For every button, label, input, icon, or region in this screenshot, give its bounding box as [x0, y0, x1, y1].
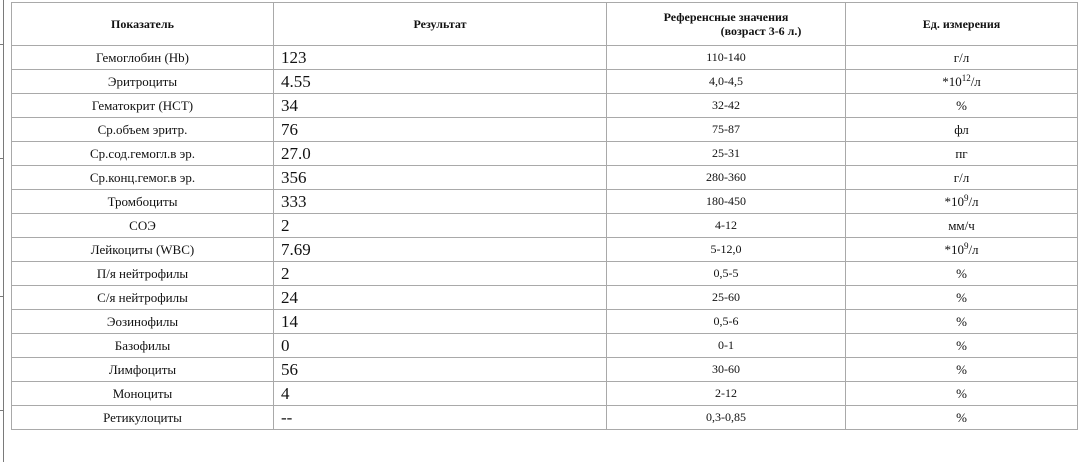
table-row: [12, 94, 1078, 118]
reference-range-cell: 0-1: [607, 334, 846, 358]
table-row: [12, 70, 1078, 94]
margin-tick: [0, 410, 4, 411]
result-value-cell: 4.55: [274, 70, 607, 94]
table-row: [12, 310, 1078, 334]
unit-cell: [846, 94, 1078, 118]
result-value-cell: --: [274, 406, 607, 430]
unit-base: %: [956, 97, 967, 113]
unit-cell: [846, 286, 1078, 310]
margin-tick: [0, 158, 4, 159]
unit-base: %: [956, 337, 967, 353]
margin-tick: [0, 296, 4, 297]
reference-range-cell: 5-12,0: [607, 238, 846, 262]
reference-range-cell: 110-140: [607, 46, 846, 70]
result-value-cell: 356: [274, 166, 607, 190]
header-result: Результат: [274, 3, 607, 46]
table-row: [12, 166, 1078, 190]
reference-range-cell: 0,3-0,85: [607, 406, 846, 430]
table-row: [12, 142, 1078, 166]
unit-cell: [846, 118, 1078, 142]
result-value-cell: 27.0: [274, 142, 607, 166]
parameter-name-cell: Ср.сод.гемогл.в эр.: [12, 142, 274, 166]
header-reference: [607, 3, 846, 46]
unit-cell: [846, 334, 1078, 358]
unit-base: *10: [942, 73, 962, 89]
unit-base: пг: [955, 145, 968, 161]
reference-range-cell: 32-42: [607, 94, 846, 118]
unit-cell: [846, 166, 1078, 190]
reference-range-cell: 30-60: [607, 358, 846, 382]
unit-base: %: [956, 265, 967, 281]
unit-cell: [846, 262, 1078, 286]
unit-base: %: [956, 289, 967, 305]
unit-base: г/л: [953, 49, 970, 65]
table-row: [12, 406, 1078, 430]
result-value-cell: 14: [274, 310, 607, 334]
table-body: [12, 46, 1078, 430]
table-row: [12, 238, 1078, 262]
reference-range-cell: 25-31: [607, 142, 846, 166]
result-value-cell: 0: [274, 334, 607, 358]
result-value-cell: 123: [274, 46, 607, 70]
margin-line: [3, 0, 4, 462]
result-value-cell: 4: [274, 382, 607, 406]
header-reference-age: (возраст 3-6 л.): [720, 24, 802, 38]
unit-cell: [846, 142, 1078, 166]
unit-base: %: [956, 385, 967, 401]
unit-cell: [846, 190, 1078, 214]
parameter-name-cell: Ретикулоциты: [12, 406, 274, 430]
unit-exponent: 12: [961, 72, 971, 83]
table-row: [12, 358, 1078, 382]
reference-range-cell: 0,5-5: [607, 262, 846, 286]
unit-base: *10: [944, 193, 964, 209]
unit-exponent: 9: [963, 192, 969, 203]
result-value-cell: 2: [274, 262, 607, 286]
unit-tail: /л: [968, 193, 979, 209]
parameter-name-cell: Моноциты: [12, 382, 274, 406]
unit-base: %: [956, 313, 967, 329]
table-row: [12, 262, 1078, 286]
table-row: [12, 334, 1078, 358]
unit-cell: [846, 238, 1078, 262]
unit-cell: [846, 310, 1078, 334]
table-row: [12, 46, 1078, 70]
reference-range-cell: 180-450: [607, 190, 846, 214]
unit-tail: /л: [968, 241, 979, 257]
reference-range-cell: 4-12: [607, 214, 846, 238]
unit-base: г/л: [953, 169, 970, 185]
reference-range-cell: 2-12: [607, 382, 846, 406]
parameter-name-cell: Эритроциты: [12, 70, 274, 94]
parameter-name-cell: Гематокрит (HCT): [12, 94, 274, 118]
result-value-cell: 56: [274, 358, 607, 382]
unit-cell: [846, 70, 1078, 94]
parameter-name-cell: С/я нейтрофилы: [12, 286, 274, 310]
reference-range-cell: 25-60: [607, 286, 846, 310]
header-unit: Ед. измерения: [846, 3, 1078, 46]
unit-cell: [846, 358, 1078, 382]
table-row: [12, 382, 1078, 406]
unit-base: мм/ч: [948, 217, 975, 233]
unit-tail: /л: [970, 73, 981, 89]
parameter-name-cell: Гемоглобин (Hb): [12, 46, 274, 70]
unit-exponent: 9: [963, 240, 969, 251]
unit-base: фл: [954, 121, 969, 137]
table-row: [12, 118, 1078, 142]
blood-test-results-table: [11, 2, 1078, 430]
reference-range-cell: 4,0-4,5: [607, 70, 846, 94]
left-margin-rule: [0, 0, 9, 462]
parameter-name-cell: П/я нейтрофилы: [12, 262, 274, 286]
unit-cell: [846, 46, 1078, 70]
parameter-name-cell: Тромбоциты: [12, 190, 274, 214]
parameter-name-cell: Ср.объем эритр.: [12, 118, 274, 142]
result-value-cell: 2: [274, 214, 607, 238]
header-reference-title: Референсные значения: [663, 10, 789, 24]
reference-range-cell: 75-87: [607, 118, 846, 142]
reference-range-cell: 280-360: [607, 166, 846, 190]
unit-cell: [846, 406, 1078, 430]
table-row: [12, 286, 1078, 310]
table-header-row: [12, 3, 1078, 46]
result-value-cell: 34: [274, 94, 607, 118]
table-row: [12, 190, 1078, 214]
parameter-name-cell: Лейкоциты (WBC): [12, 238, 274, 262]
result-value-cell: 24: [274, 286, 607, 310]
unit-cell: [846, 214, 1078, 238]
table-row: [12, 214, 1078, 238]
unit-cell: [846, 382, 1078, 406]
parameter-name-cell: Лимфоциты: [12, 358, 274, 382]
unit-base: %: [956, 409, 967, 425]
header-parameter: Показатель: [12, 3, 274, 46]
result-value-cell: 333: [274, 190, 607, 214]
result-value-cell: 76: [274, 118, 607, 142]
parameter-name-cell: Базофилы: [12, 334, 274, 358]
parameter-name-cell: СОЭ: [12, 214, 274, 238]
parameter-name-cell: Эозинофилы: [12, 310, 274, 334]
parameter-name-cell: Ср.конц.гемог.в эр.: [12, 166, 274, 190]
unit-base: %: [956, 361, 967, 377]
unit-base: *10: [944, 241, 964, 257]
margin-tick: [0, 44, 4, 45]
result-value-cell: 7.69: [274, 238, 607, 262]
reference-range-cell: 0,5-6: [607, 310, 846, 334]
